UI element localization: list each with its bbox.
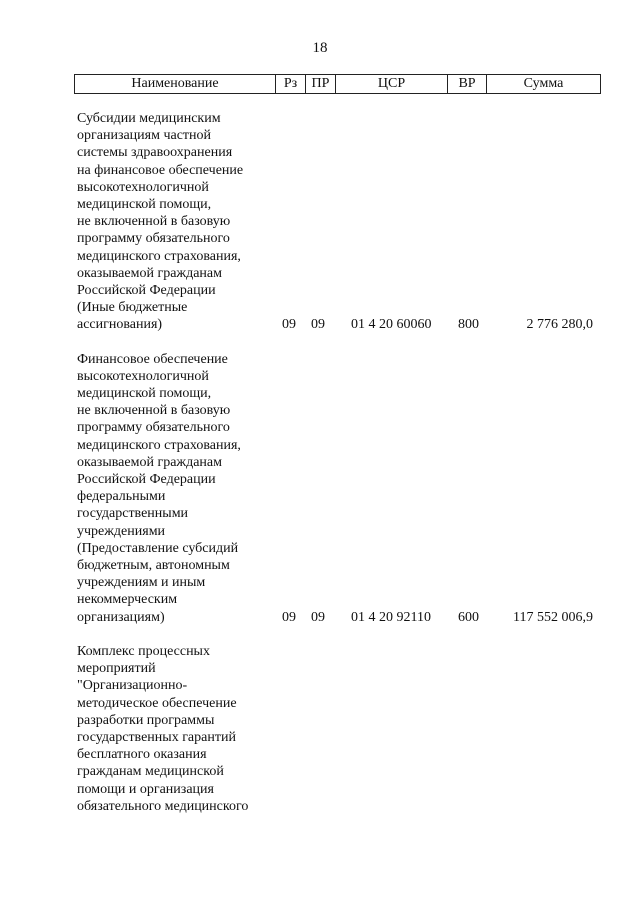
name-line: программу обязательного — [77, 420, 230, 436]
name-line: разработки программы — [77, 712, 215, 728]
name-line: мероприятий — [77, 661, 156, 677]
cell-vr: 600 — [458, 609, 479, 625]
cell-csr: 01 4 20 60060 — [351, 317, 432, 333]
name-line: Субсидии медицинским — [77, 111, 221, 126]
table-row — [0, 351, 640, 626]
name-line: оказываемой гражданам — [77, 454, 222, 470]
name-line: не включенной в базовую — [77, 403, 231, 419]
cell-vr: 800 — [458, 317, 479, 333]
name-line: "Организационно- — [77, 678, 188, 694]
row-name — [77, 351, 277, 626]
name-line: бесплатного оказания — [77, 747, 207, 763]
name-line: медицинской помощи, — [77, 386, 212, 402]
cell-pr: 09 — [311, 609, 325, 625]
name-line: организациям частной — [77, 128, 212, 144]
name-line: организациям) — [77, 609, 165, 625]
name-line: обязательного медицинского — [77, 798, 249, 814]
name-line: (Иные бюджетные — [77, 300, 188, 316]
table-row — [0, 643, 640, 815]
name-line: медицинского страхования, — [77, 248, 241, 264]
table-header — [74, 74, 601, 94]
column-header-vr: ВР — [448, 75, 487, 94]
name-line: программу обязательного — [77, 231, 230, 247]
name-line: учреждениям и иным — [77, 575, 206, 591]
cell-sum: 117 552 006,9 — [513, 609, 593, 625]
row-gap — [0, 626, 640, 643]
row-gap — [0, 334, 640, 351]
column-header-pr: ПР — [306, 75, 336, 94]
name-line: Российской Федерации — [77, 283, 216, 299]
name-line: оказываемой гражданам — [77, 265, 222, 281]
column-header-rz: Рз — [276, 75, 306, 94]
name-line: помощи и организация — [77, 781, 214, 797]
cell-csr: 01 4 20 92110 — [351, 609, 431, 625]
cell-rz: 09 — [282, 609, 296, 625]
cell-pr: 09 — [311, 317, 325, 333]
name-line: медицинской помощи, — [77, 197, 212, 213]
cell-rz: 09 — [282, 317, 296, 333]
name-line: бюджетным, автономным — [77, 558, 230, 574]
name-line: методическое обеспечение — [77, 695, 237, 711]
name-line: Комплекс процессных — [77, 643, 210, 659]
name-line: ассигнования) — [77, 317, 163, 333]
name-line: не включенной в базовую — [77, 214, 231, 230]
name-line: гражданам медицинской — [77, 764, 224, 780]
row-name — [77, 110, 277, 334]
name-line: системы здравоохранения — [77, 145, 233, 161]
name-line: Финансовое обеспечение — [77, 351, 228, 367]
name-line: некоммерческим — [77, 592, 178, 608]
column-header-name: Наименование — [75, 75, 276, 94]
column-header-sum: Сумма — [487, 75, 601, 94]
name-line: государственных гарантий — [77, 729, 236, 745]
column-header-csr: ЦСР — [336, 75, 448, 94]
name-line: высокотехнологичной — [77, 179, 209, 195]
name-line: (Предоставление субсидий — [77, 540, 239, 556]
row-name — [77, 643, 277, 815]
table-body — [0, 110, 640, 815]
name-line: медицинского страхования, — [77, 437, 241, 453]
name-line: высокотехнологичной — [77, 368, 209, 384]
cell-sum: 2 776 280,0 — [526, 317, 593, 333]
name-line: учреждениями — [77, 523, 166, 539]
name-line: на финансовое обеспечение — [77, 162, 244, 178]
name-line: федеральными — [77, 489, 166, 505]
table-row — [0, 110, 640, 334]
page-number: 18 — [312, 40, 328, 56]
name-line: государственными — [77, 506, 189, 522]
name-line: Российской Федерации — [77, 472, 216, 488]
